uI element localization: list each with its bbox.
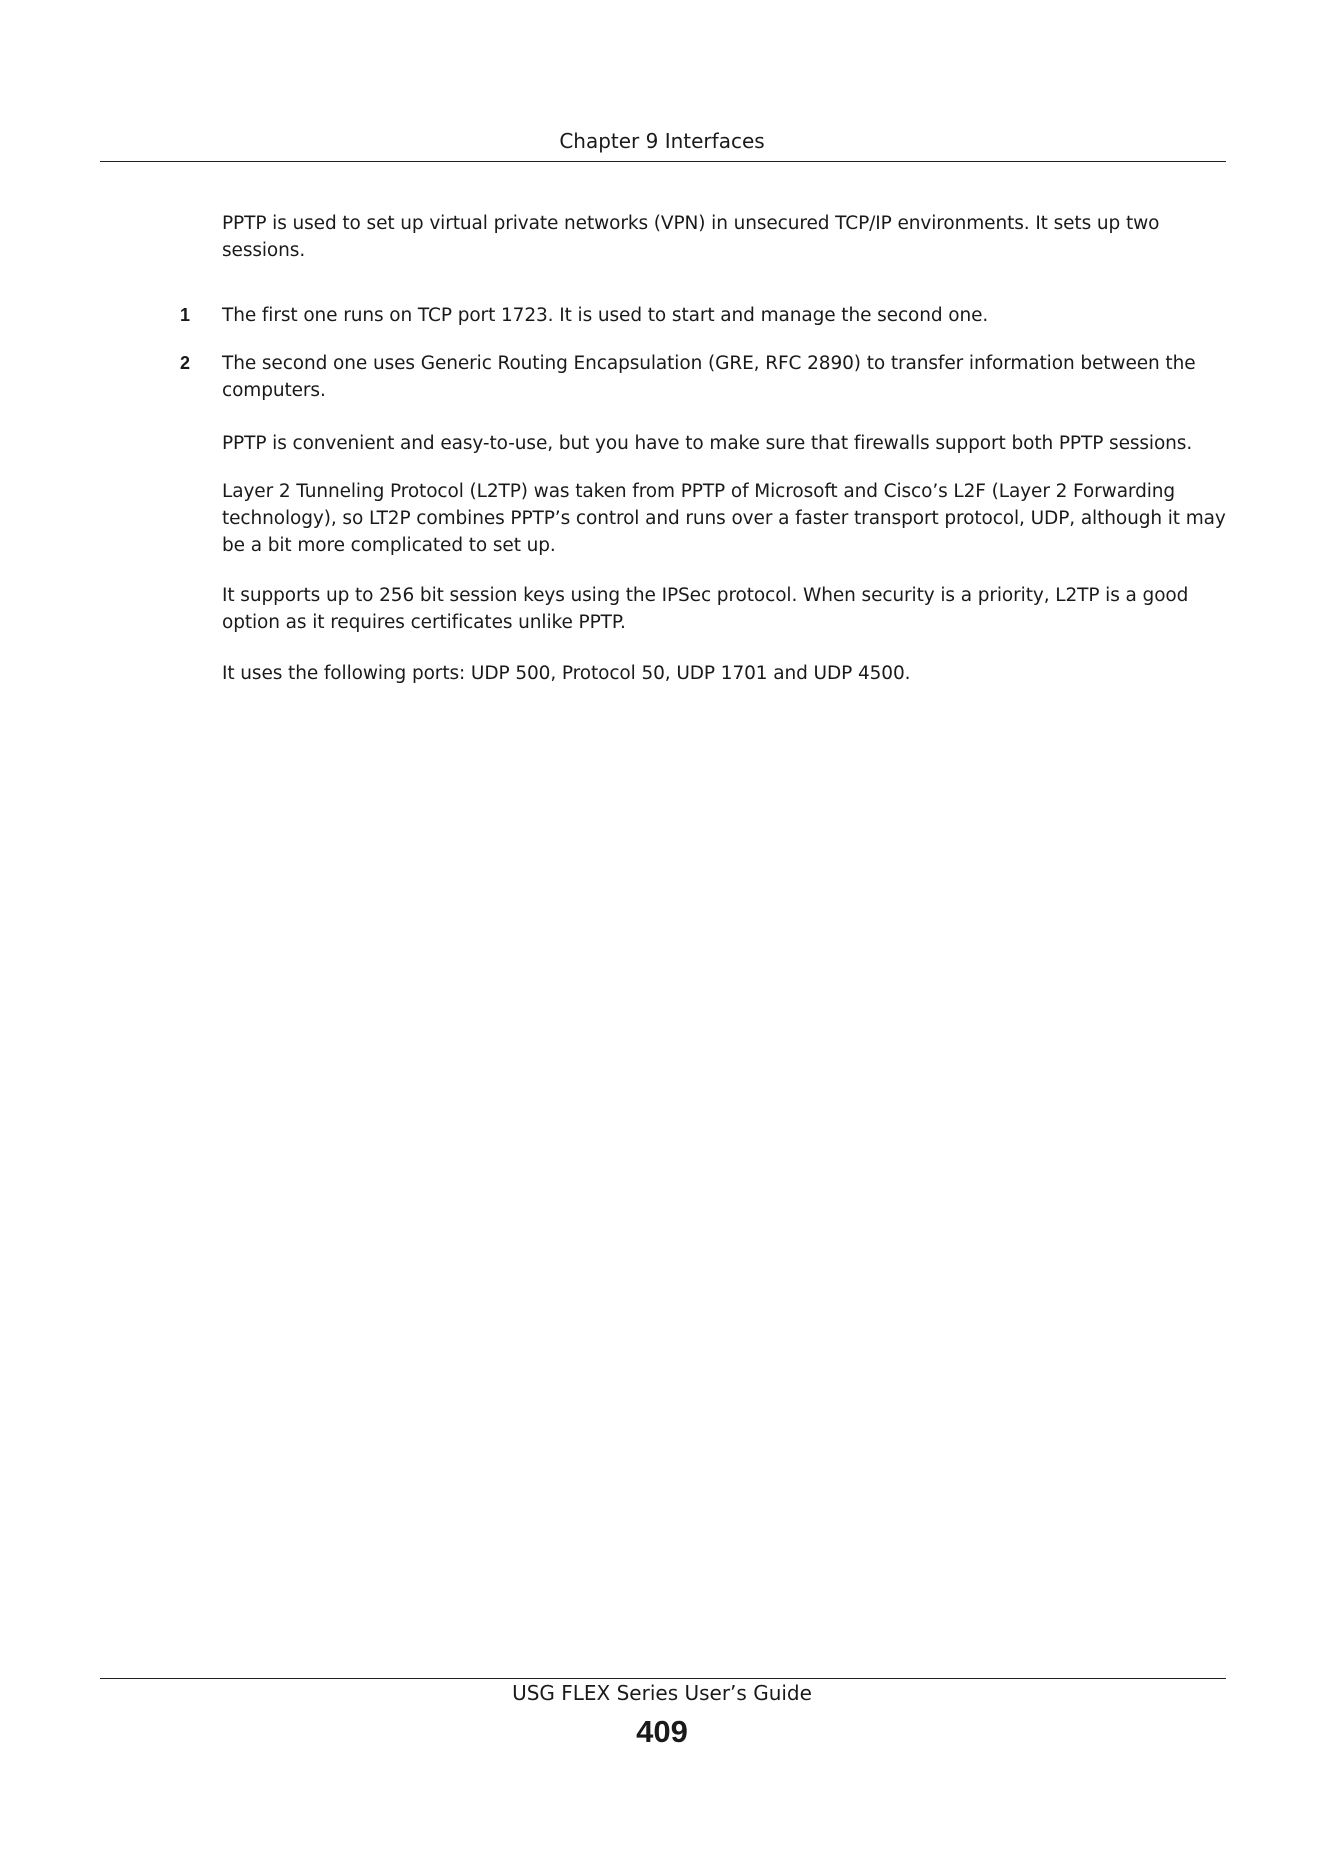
list-item-text: The first one runs on TCP port 1723. It is used to start and manage the second one. <box>222 305 989 326</box>
guide-title: USG FLEX Series User’s Guide <box>512 1681 812 1705</box>
list-item-text: The second one uses Generic Routing Encapsulation (GRE, RFC 2890) to transfer information between the computers. <box>222 353 1196 401</box>
list-item-number: 1 <box>180 305 191 325</box>
header-divider <box>100 161 1226 162</box>
chapter-title: Chapter 9 Interfaces <box>559 129 765 153</box>
list-item-number: 2 <box>180 353 191 373</box>
body-paragraph: It uses the following ports: UDP 500, Protocol 50, UDP 1701 and UDP 4500. <box>222 663 911 684</box>
body-paragraph: PPTP is convenient and easy-to-use, but you have to make sure that firewalls support both PPTP sessions. <box>222 433 1193 454</box>
body-paragraph: It supports up to 256 bit session keys using the IPSec protocol. When security is a priority, L2TP is a good option as it requires certificates unlike PPTP. <box>222 585 1189 633</box>
footer-divider <box>100 1678 1226 1679</box>
body-paragraph: Layer 2 Tunneling Protocol (L2TP) was taken from PPTP of Microsoft and Cisco’s L2F (Layer 2 Forwarding technology), so LT2P combines PPTP’s control and runs over a faster transport protocol, UDP, although it may be a bit more complicated to set up. <box>222 481 1226 556</box>
intro-paragraph: PPTP is used to set up virtual private networks (VPN) in unsecured TCP/IP environments. It sets up two sessions. <box>222 213 1160 261</box>
page-number: 409 <box>636 1714 688 1749</box>
